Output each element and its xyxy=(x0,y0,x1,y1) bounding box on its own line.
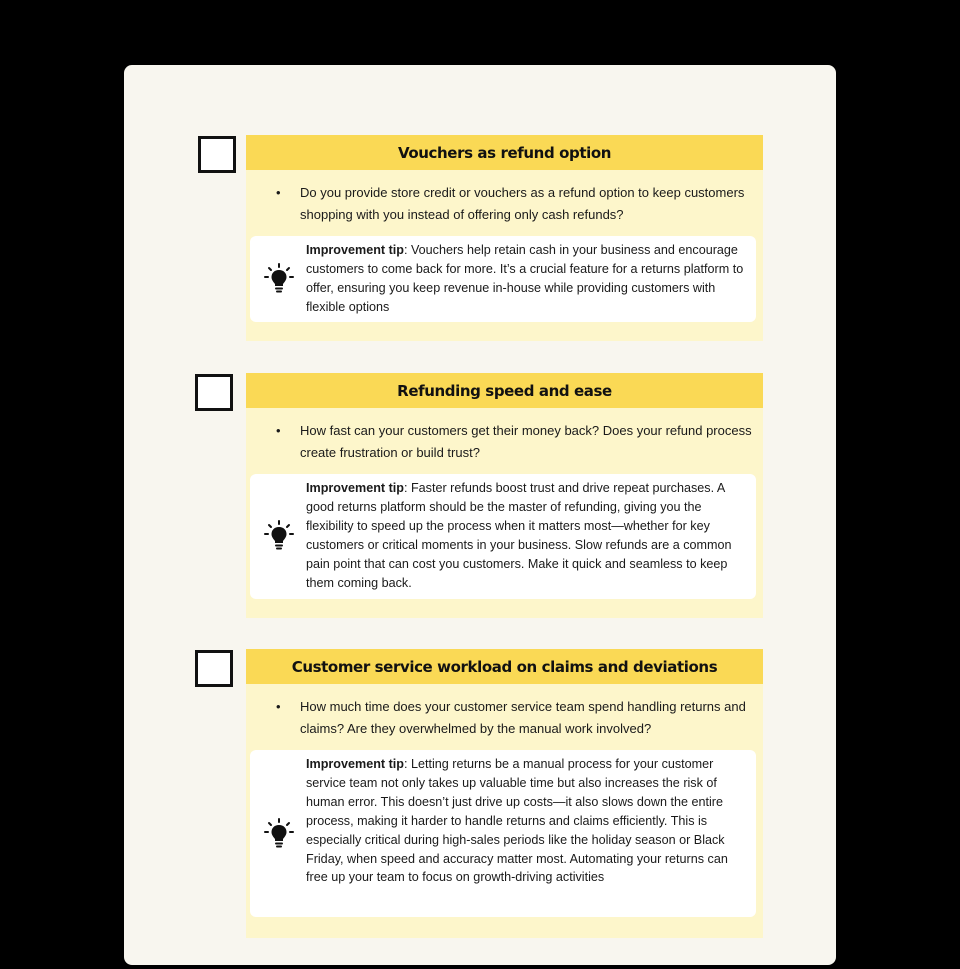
tip-label: Improvement tip xyxy=(306,481,404,495)
section-panel xyxy=(246,170,763,341)
improvement-tip-box xyxy=(250,236,756,322)
question-text: Do you provide store credit or vouchers as a refund option to keep customers shopping with you instead of offering only cash refunds? xyxy=(300,185,745,222)
tip-label: Improvement tip xyxy=(306,243,404,257)
question-item: • Do you provide store credit or vouchers as a refund option to keep customers shopping with you instead of offering only cash refunds? xyxy=(276,182,756,226)
question-text: How much time does your customer service team spend handling returns and claims? Are they overwhelmed by the manual work involved? xyxy=(300,699,746,736)
lightbulb-icon xyxy=(264,520,294,552)
question-text: How fast can your customers get their money back? Does your refund process create frustration or build trust? xyxy=(300,423,752,460)
lightbulb-icon xyxy=(264,818,294,850)
checkbox-icon[interactable] xyxy=(195,650,233,687)
section-title: Vouchers as refund option xyxy=(246,135,763,170)
section-customer-service xyxy=(124,649,836,969)
tip-body: : Vouchers help retain cash in your business and encourage customers to come back for more. It’s a crucial feature for a returns platform to offer, ensuring you keep revenue in-house while providing customers with flexible options xyxy=(306,243,744,314)
lightbulb-icon xyxy=(264,263,294,295)
checkbox-icon[interactable] xyxy=(198,136,236,173)
section-panel xyxy=(246,408,763,618)
question-item: • How fast can your customers get their money back? Does your refund process create frustration or build trust? xyxy=(276,420,756,464)
section-panel xyxy=(246,684,763,938)
checkbox-icon[interactable] xyxy=(195,374,233,411)
tip-body: : Faster refunds boost trust and drive repeat purchases. A good returns platform should be the master of refunding, giving you the flexibility to speed up the process when it matters most—whether for key customers or critical moments in your business. Slow refunds are a common pain point that can cost you customers. Make it quick and seamless to keep them coming back. xyxy=(306,481,732,590)
tip-text xyxy=(306,755,750,887)
section-title: Refunding speed and ease xyxy=(246,373,763,408)
tip-label: Improvement tip xyxy=(306,757,404,771)
section-refund-speed xyxy=(124,373,836,673)
checklist-page xyxy=(124,65,836,965)
tip-text xyxy=(306,241,750,317)
improvement-tip-box xyxy=(250,474,756,599)
improvement-tip-box xyxy=(250,750,756,917)
tip-text xyxy=(306,479,750,592)
tip-body: : Letting returns be a manual process for your customer service team not only takes up valuable time but also increases the risk of human error. This doesn’t just drive up costs—it also slows down the entire process, making it harder to handle returns and claims efficiently. This is especially critical during high-sales periods like the holiday season or Black Friday, when speed and accuracy matter most. Automating your returns can free up your team to focus on growth-driving activities xyxy=(306,757,728,885)
section-title: Customer service workload on claims and deviations xyxy=(246,649,763,684)
question-item: • How much time does your customer service team spend handling returns and claims? Are they overwhelmed by the manual work involved? xyxy=(276,696,756,740)
